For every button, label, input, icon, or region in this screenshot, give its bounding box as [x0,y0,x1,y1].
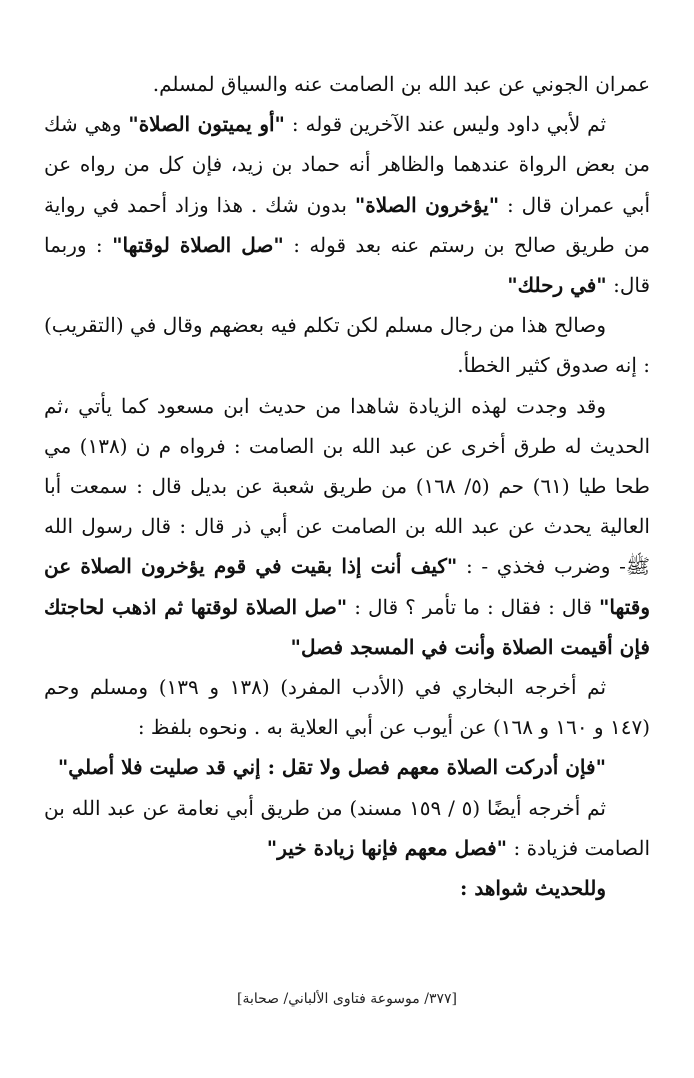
text-run: قال : فقال : ما تأمر ؟ قال : [347,594,600,619]
text-run: ثم أخرجه البخاري في (الأدب المفرد) (١٣٨ و ١٣٩) ومسلم وحم (١٤٧ و ١٦٠ و ١٦٨) عن أيوب عن أبي العلاية به . ونحوه بلفظ : [44,675,650,740]
text-run: بدون شك . هذا وزاد أحمد في رواية من طريق صالح بن رستم عنه بعد قوله : [44,192,650,257]
paragraph [44,305,650,385]
quoted-text: "أو يميتون الصلاة" [128,112,285,137]
paragraph [44,64,650,104]
text-run: وهي شك من بعض الرواة عندهما والظاهر أنه حماد بن زيد، فإن كل من رواه عن أبي عمران قال : [44,112,651,217]
page-footer: [٣٧٧/ موسوعة فتاوى الألباني/ صحابة] [237,991,457,1007]
text-run: وقد وجدت لهذه الزيادة شاهدا من حديث ابن مسعود كما يأتي ،ثم الحديث له طرق أخرى عن عبد الله بن الصامت : فرواه م ن (١٣٨) مي طحا طيا (٦١) حم (٥/ ١٦٨) من طريق شعبة عن بديل قال : سمعت أبا العالية يحدث عن عبد الله بن الصامت عن أبي ذر قال : قال رسول الله ﷺ- وضرب فخذي - : [44,393,651,579]
paragraph [44,386,650,667]
text-run: : وربما قال: [44,232,650,298]
quoted-text: "فصل معهم فإنها زيادة خير" [266,835,508,860]
body-text [44,64,650,908]
text-run: وصالح هذا من رجال مسلم لكن تكلم فيه بعضهم وقال في (التقريب) : إنه صدوق كثير الخطأ. [44,313,650,378]
quoted-text: وللحديث شواهد : [460,876,606,901]
quoted-text: "في رحلك" [507,273,607,298]
text-run: ثم أخرجه أيضًا (٥ / ١٥٩ مسند) من طريق أبي نعامة عن عبد الله بن الصامت فزيادة : [44,795,650,860]
quoted-text: "يؤخرون الصلاة" [354,192,500,217]
text-run: ثم لأبي داود وليس عند الآخرين قوله : [284,112,607,137]
paragraph [44,747,650,787]
text-run: عمران الجوني عن عبد الله بن الصامت عنه والسياق لمسلم. [152,72,650,96]
paragraph [44,788,650,868]
paragraph [44,104,650,305]
quoted-text: "صل الصلاة لوقتها" [112,232,284,257]
quoted-text: "فإن أدركت الصلاة معهم فصل ولا تقل : إني قد صليت فلا أصلي" [57,755,606,780]
quoted-text: "كيف أنت إذا بقيت في قوم يؤخرون الصلاة عن وقتها" [44,554,651,619]
quoted-text: "صل الصلاة لوقتها ثم اذهب لحاجتك فإن أقيمت الصلاة وأنت في المسجد فصل" [44,594,650,659]
paragraph [44,868,650,908]
paragraph [44,667,650,747]
